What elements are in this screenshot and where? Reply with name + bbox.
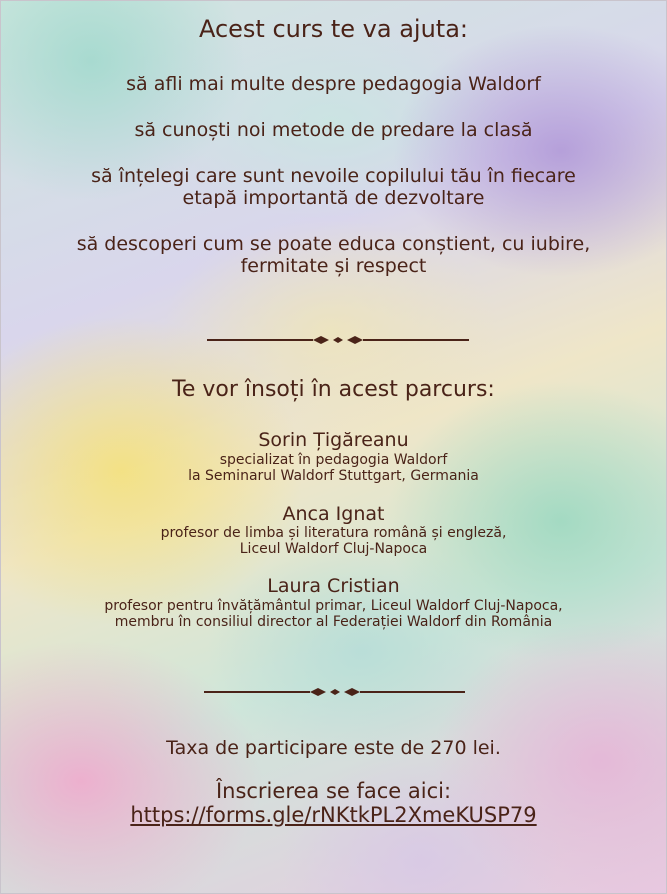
trainer-description: profesor de limba și literatura română și engleză, bbox=[160, 525, 507, 541]
trainer-description: la Seminarul Waldorf Stuttgart, Germania bbox=[188, 468, 479, 484]
trainer-description: Liceul Waldorf Cluj-Napoca bbox=[239, 541, 428, 557]
trainer-description: membru în consiliul director al Federației Waldorf din România bbox=[114, 614, 553, 630]
ornamental-divider-top bbox=[1, 333, 666, 347]
participation-fee: Taxa de participare este de 270 lei. bbox=[166, 737, 501, 759]
trainer-name: Laura Cristian bbox=[267, 575, 400, 597]
signup-label: Înscrierea se face aici: bbox=[215, 779, 452, 803]
course-benefits-heading: Acest curs te va ajuta: bbox=[198, 15, 469, 43]
trainer-description: specializat în pedagogia Waldorf bbox=[219, 452, 448, 468]
benefit-item: să descoperi cum se poate educa conștient, cu iubire, fermitate și respect bbox=[76, 233, 591, 277]
trainer-name: Anca Ignat bbox=[282, 503, 385, 525]
trainer-description: profesor pentru învățământul primar, Liceul Waldorf Cluj-Napoca, bbox=[104, 598, 563, 614]
signup-link[interactable]: https://forms.gle/rNKtkPL2XmeKUSP79 bbox=[130, 803, 537, 827]
trainer-name: Sorin Țigăreanu bbox=[258, 429, 409, 451]
benefit-item: să cunoști noi metode de predare la clasă bbox=[134, 119, 533, 141]
benefit-item: să înțelegi care sunt nevoile copilului tău în fiecare etapă importantă de dezvoltare bbox=[91, 165, 576, 209]
ornamental-divider-bottom bbox=[1, 685, 666, 699]
trainers-heading: Te vor însoți în acest parcurs: bbox=[172, 377, 495, 402]
benefit-item: să afli mai multe despre pedagogia Waldorf bbox=[126, 73, 541, 95]
